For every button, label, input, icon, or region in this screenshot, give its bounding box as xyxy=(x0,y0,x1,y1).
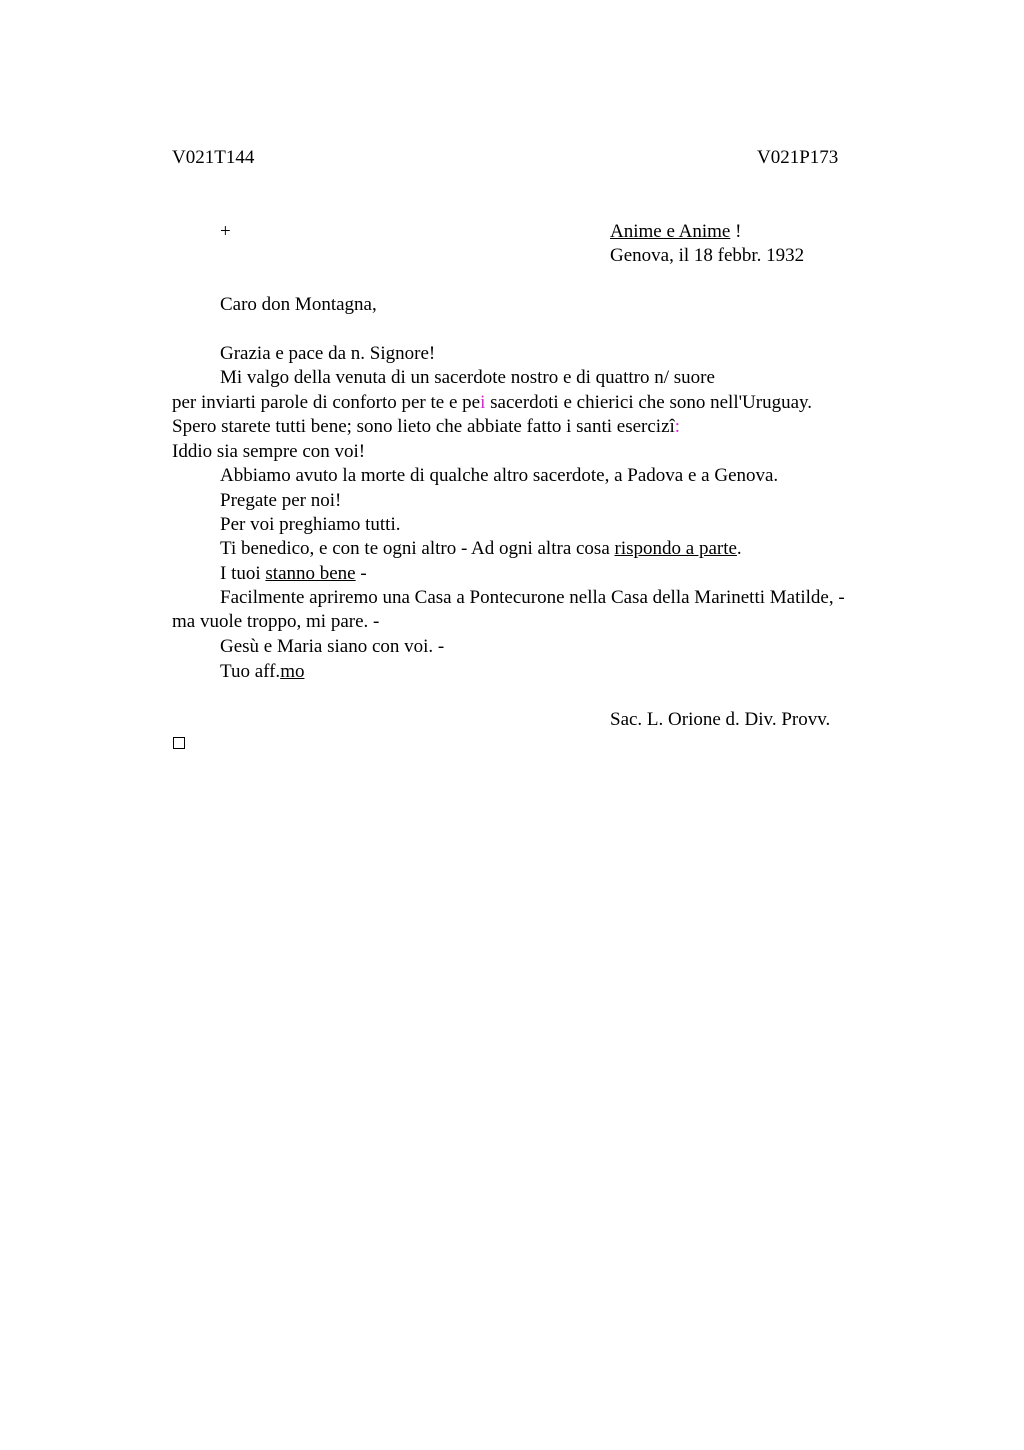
document-code-left: V021T144 xyxy=(172,147,255,168)
letter-line: Per voi preghiamo tutti. xyxy=(220,514,401,535)
letter-line: Facilmente apriremo una Casa a Pontecurone nella Casa della Marinetti Matilde, - xyxy=(220,587,845,608)
motto-text: Anime e Anime xyxy=(610,221,731,242)
letter-line xyxy=(220,537,742,561)
cross-mark: + xyxy=(220,221,231,242)
letter-line xyxy=(172,391,812,415)
underlined-text: stanno bene xyxy=(265,563,356,584)
text-run: Tuo aff. xyxy=(220,661,281,682)
letter-line: Mi valgo della venuta di un sacerdote nostro e di quattro n/ suore xyxy=(220,367,715,388)
letter-line: Iddio sia sempre con voi! xyxy=(172,441,366,462)
letter-line: Gesù e Maria siano con voi. - xyxy=(220,636,445,657)
text-run: Spero starete tutti bene; sono lieto che abbiate fatto i santi esercizî xyxy=(172,416,675,437)
motto xyxy=(610,220,741,244)
text-run: I tuoi xyxy=(220,563,266,584)
checkbox-square-icon xyxy=(173,737,185,749)
place-date: Genova, il 18 febbr. 1932 xyxy=(610,245,805,266)
salutation: Caro don Montagna, xyxy=(220,294,377,315)
letter-line: ma vuole troppo, mi pare. - xyxy=(172,611,380,632)
text-run: sacerdoti e chierici che sono nell'Uruguay. xyxy=(485,392,813,413)
signature: Sac. L. Orione d. Div. Provv. xyxy=(610,709,831,730)
document-code-right: V021P173 xyxy=(757,147,839,168)
highlighted-letter: : xyxy=(674,416,681,437)
motto-punct: ! xyxy=(730,221,742,242)
text-run: - xyxy=(355,563,367,584)
text-run: per inviarti parole di conforto per te e pe xyxy=(172,392,481,413)
text-run: Ti benedico, e con te ogni altro - Ad ogni altra cosa xyxy=(220,538,615,559)
letter-line xyxy=(172,415,680,439)
letter-line: Abbiamo avuto la morte di qualche altro sacerdote, a Padova e a Genova. xyxy=(220,465,779,486)
text-run: . xyxy=(736,538,742,559)
underlined-text: rispondo a parte xyxy=(614,538,737,559)
letter-line: Grazia e pace da n. Signore! xyxy=(220,343,436,364)
letter-line xyxy=(220,660,304,684)
letter-line: Pregate per noi! xyxy=(220,490,342,511)
highlighted-letter: i xyxy=(480,392,486,413)
letter-line xyxy=(220,562,367,586)
underlined-text: mo xyxy=(280,661,305,682)
